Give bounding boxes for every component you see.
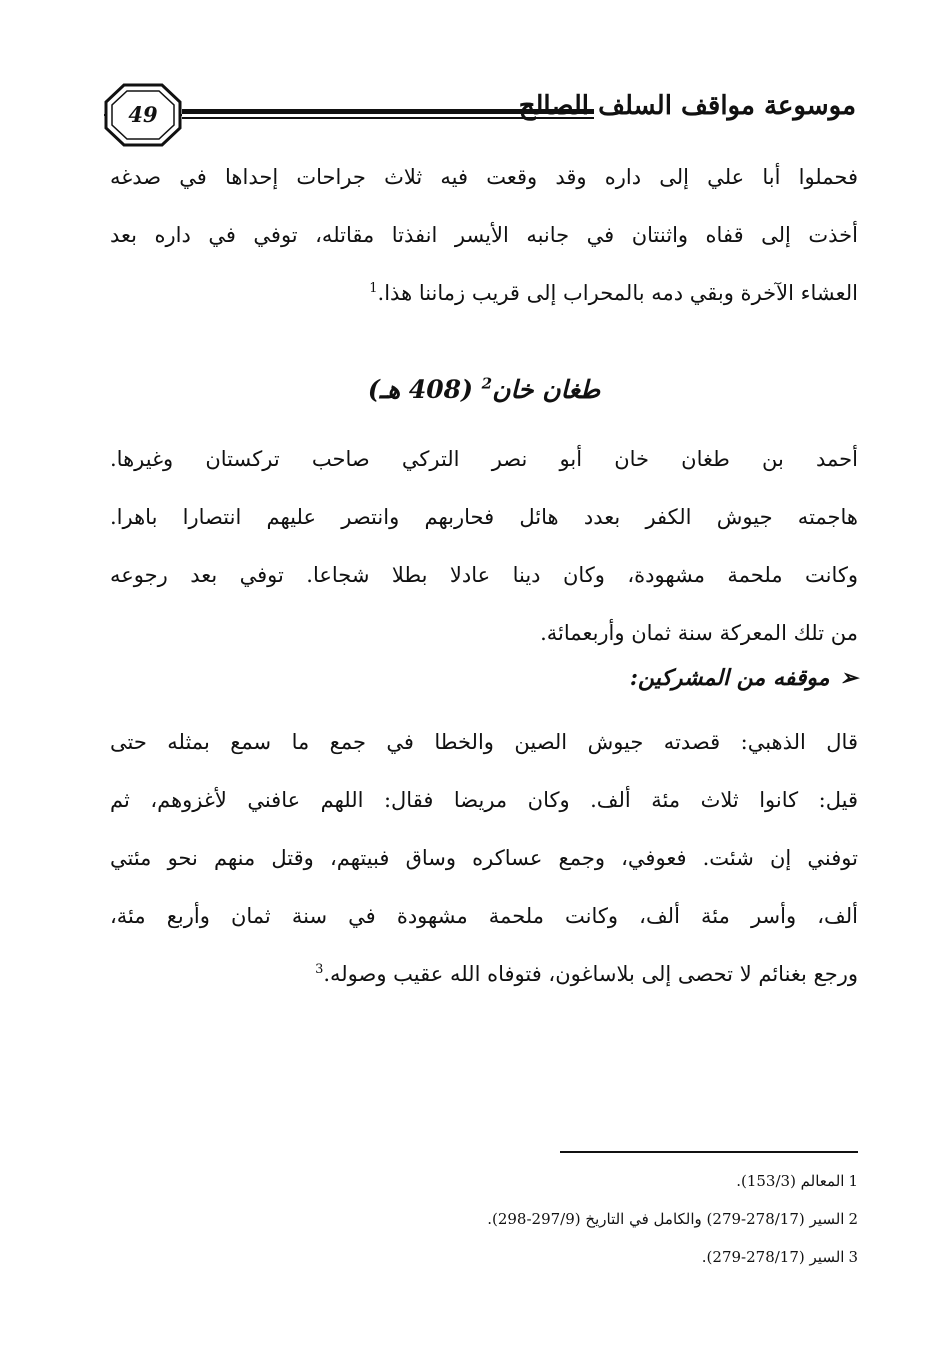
text-line bbox=[110, 945, 858, 1003]
footnote-text: المعالم (153/3). bbox=[736, 1172, 845, 1190]
section-date: (408 هـ) bbox=[367, 375, 473, 404]
series-title: موسوعة مواقف السلف الصالح bbox=[518, 91, 856, 121]
quote-paragraph bbox=[110, 713, 858, 1003]
biography-paragraph bbox=[110, 430, 858, 662]
page-header bbox=[104, 82, 856, 152]
footnote bbox=[300, 1162, 858, 1200]
footnote-ref: 3 bbox=[315, 962, 324, 977]
footnote-ref: 2 bbox=[481, 374, 493, 393]
text-line: أخذت إلى قفاه واثنتان في جانبه الأيسر انفذتا مقاتله، توفي في داره بعد bbox=[110, 223, 858, 247]
footnote-number: 1 bbox=[848, 1172, 858, 1190]
arrow-bullet-icon: ➢ bbox=[839, 665, 858, 691]
text-line-content: العشاء الآخرة وبقي دمه بالمحراب إلى قريب زماننا هذا. bbox=[377, 281, 858, 305]
footnote bbox=[300, 1200, 858, 1238]
text-line: توفني إن شئت. فعوفي، وجمع عساكره وساق فبيتهم، وقتل منهم نحو مئتي bbox=[110, 846, 858, 870]
subheading bbox=[630, 656, 858, 700]
footnote-text: السير (278/17-279) والكامل في التاريخ (297/9-298). bbox=[487, 1210, 845, 1228]
footnote bbox=[300, 1238, 858, 1276]
text-line: أحمد بن طغان خان أبو نصر التركي صاحب تركستان وغيرها. bbox=[110, 447, 858, 471]
page-number-badge bbox=[104, 82, 182, 148]
text-line: ألف، وأسر مئة ألف، وكانت ملحمة مشهودة في سنة ثمان وأربع مئة، bbox=[110, 904, 858, 928]
section-title bbox=[110, 368, 858, 412]
text-line: وكانت ملحمة مشهودة، وكان دينا عادلا بطلا شجاعا. توفي بعد رجوعه bbox=[110, 563, 858, 587]
footnote-divider bbox=[560, 1151, 858, 1153]
footnote-text: السير (278/17-279). bbox=[701, 1248, 845, 1266]
text-line bbox=[110, 264, 858, 322]
subheading-text: موقفه من المشركين: bbox=[629, 665, 830, 691]
text-line: هاجمته جيوش الكفر بعدد هائل فحاربهم وانتصر عليهم انتصارا باهرا. bbox=[110, 505, 858, 529]
text-line: قيل: كانوا ثلاث مئة ألف. وكان مريضا فقال: اللهم عافني لأغزوهم، ثم bbox=[110, 788, 858, 812]
footnote-number: 2 bbox=[848, 1210, 858, 1228]
section-name: طغان خان bbox=[492, 375, 601, 404]
page-number: 49 bbox=[128, 102, 158, 127]
paragraph-continued bbox=[110, 148, 858, 322]
text-line-content: ورجع بغنائم لا تحصى إلى بلاساغون، فتوفاه الله عقيب وصوله. bbox=[323, 962, 858, 986]
footnotes bbox=[300, 1162, 858, 1276]
footnote-ref: 1 bbox=[369, 281, 378, 296]
text-line: فحملوا أبا علي إلى داره وقد وقعت فيه ثلاث جراحات إحداها في صدغه bbox=[110, 165, 858, 189]
text-line: قال الذهبي: قصدته جيوش الصين والخطا في جمع ما سمع بمثله حتى bbox=[110, 730, 858, 754]
text-line: من تلك المعركة سنة ثمان وأربعمائة. bbox=[540, 621, 858, 645]
footnote-number: 3 bbox=[848, 1248, 858, 1266]
